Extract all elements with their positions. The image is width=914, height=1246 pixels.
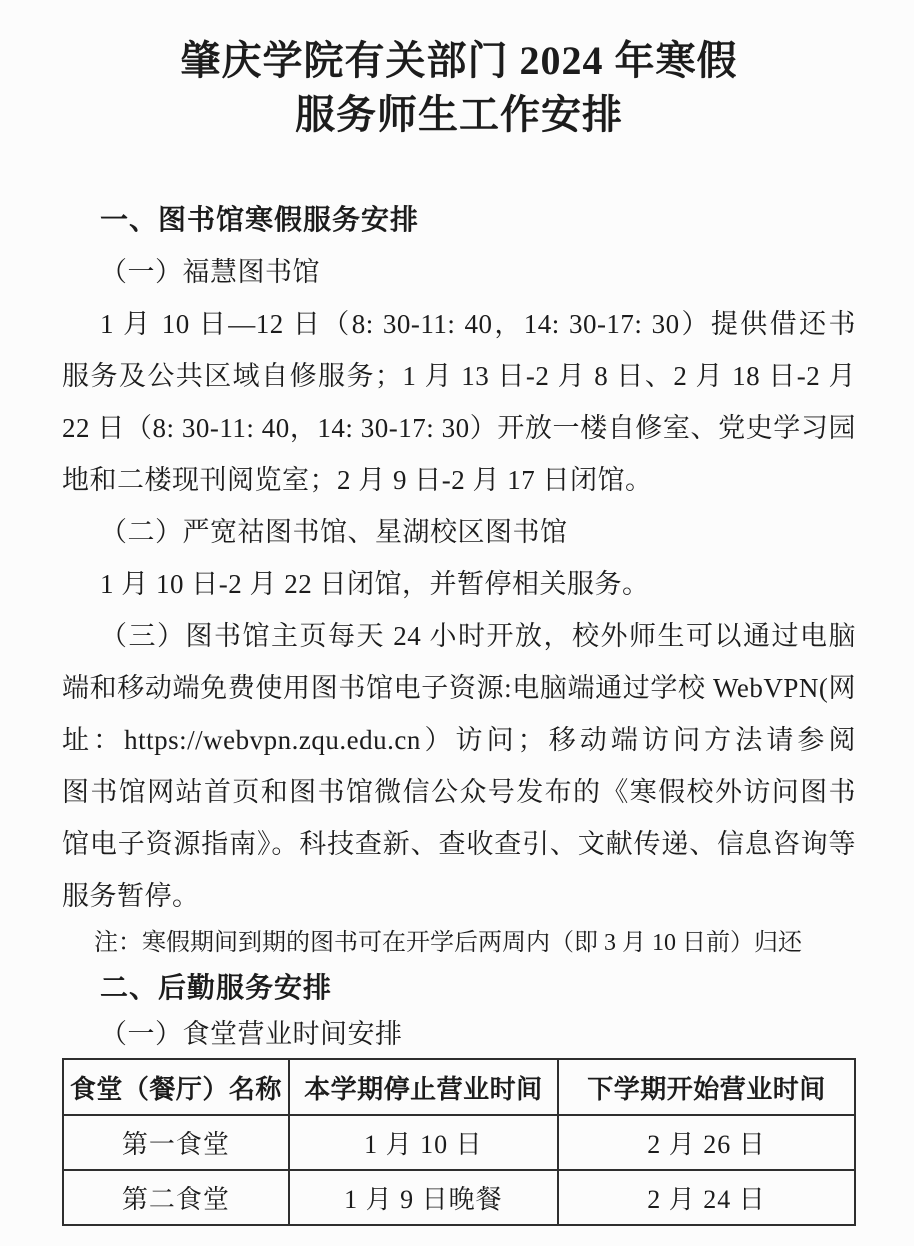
cell-stop-time: 1 月 10 日 <box>289 1115 558 1170</box>
document-title-line-2: 服务师生工作安排 <box>295 92 623 137</box>
section-1-subheading-2: （二）严宽祜图书馆、星湖校区图书馆 <box>100 517 568 547</box>
canteen-schedule-table <box>62 1058 856 1226</box>
column-header-start-time: 下学期开始营业时间 <box>558 1059 855 1115</box>
section-1-paragraph-3 <box>62 610 856 922</box>
paragraph-line: 址：https://webvpn.zqu.edu.cn）访问；移动端访问方法请参阅 <box>62 725 856 755</box>
cell-start-time: 2 月 24 日 <box>558 1170 855 1225</box>
paragraph-line: 1 月 10 日—12 日（8: 30-11: 40，14: 30-17: 30）提供借还书 <box>100 309 856 339</box>
paragraph-line: 端和移动端免费使用图书馆电子资源:电脑端通过学校 WebVPN(网 <box>62 673 856 703</box>
section-2-heading: 二、后勤服务安排 <box>100 972 333 1003</box>
cell-canteen-name: 第一食堂 <box>63 1115 289 1170</box>
table-row <box>63 1115 855 1170</box>
table-header-row <box>63 1059 855 1115</box>
table-row <box>63 1170 855 1225</box>
cell-start-time: 2 月 26 日 <box>558 1115 855 1170</box>
document-title-line-1: 肇庆学院有关部门 2024 年寒假 <box>180 38 738 83</box>
section-1-paragraph-2: 1 月 10 日-2 月 22 日闭馆，并暂停相关服务。 <box>100 569 650 599</box>
section-1-paragraph-1 <box>62 298 856 506</box>
paragraph-line: 馆电子资源指南》。科技查新、查收查引、文献传递、信息咨询等 <box>62 829 856 859</box>
cell-stop-time: 1 月 9 日晚餐 <box>289 1170 558 1225</box>
return-books-note: 注：寒假期间到期的图书可在开学后两周内（即 3 月 10 日前）归还 <box>94 930 802 956</box>
paragraph-line: 地和二楼现刊阅览室；2 月 9 日-2 月 17 日闭馆。 <box>62 465 653 495</box>
paragraph-line: 服务暂停。 <box>62 881 200 911</box>
section-1-heading: 一、图书馆寒假服务安排 <box>100 204 420 235</box>
paragraph-line: （三）图书馆主页每天 24 小时开放，校外师生可以通过电脑 <box>100 621 856 651</box>
paragraph-line: 服务及公共区域自修服务；1 月 13 日-2 月 8 日、2 月 18 日-2 月 <box>62 361 856 391</box>
section-1-subheading-1: （一）福慧图书馆 <box>100 257 320 287</box>
section-2-subheading-1: （一）食堂营业时间安排 <box>100 1019 403 1049</box>
paragraph-line: 图书馆网站首页和图书馆微信公众号发布的《寒假校外访问图书 <box>62 777 856 807</box>
cell-canteen-name: 第二食堂 <box>63 1170 289 1225</box>
column-header-stop-time: 本学期停止营业时间 <box>289 1059 558 1115</box>
document-title <box>62 34 856 142</box>
column-header-canteen-name: 食堂（餐厅）名称 <box>63 1059 289 1115</box>
paragraph-line: 22 日（8: 30-11: 40，14: 30-17: 30）开放一楼自修室、党史学习园 <box>62 413 856 443</box>
